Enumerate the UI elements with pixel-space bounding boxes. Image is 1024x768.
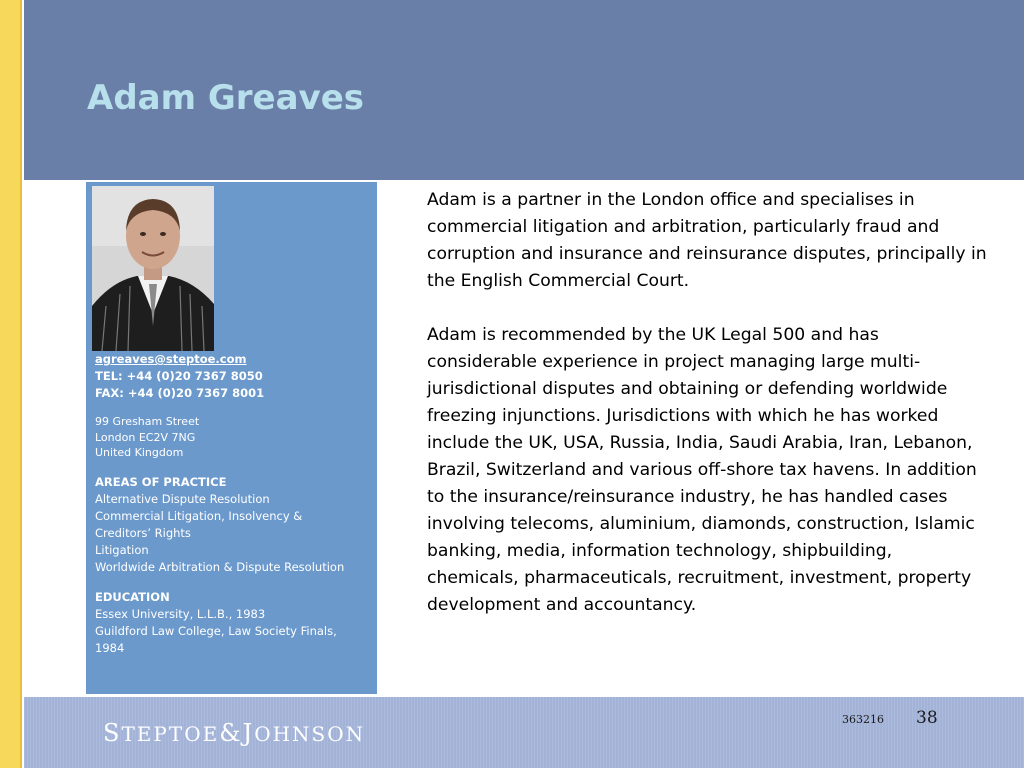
email-link[interactable]: agreaves@steptoe.com — [95, 352, 247, 366]
address-line: 99 Gresham Street — [95, 415, 200, 428]
fax-number: FAX: +44 (0)20 7367 8001 — [95, 386, 265, 400]
practice-item: Creditors’ Rights — [95, 525, 191, 540]
page-number: 38 — [916, 708, 938, 728]
address-line: United Kingdom — [95, 446, 184, 459]
practice-item: Litigation — [95, 542, 149, 557]
document-reference: 363216 — [842, 713, 884, 726]
practice-item: Alternative Dispute Resolution — [95, 491, 270, 506]
page-title: Adam Greaves — [87, 78, 364, 118]
left-accent-bar — [0, 0, 22, 768]
portrait-image — [92, 186, 214, 351]
practice-section — [95, 474, 373, 576]
tel-number: TEL: +44 (0)20 7367 8050 — [95, 369, 263, 383]
education-heading: EDUCATION — [95, 589, 170, 604]
address-block — [95, 414, 373, 461]
company-logo: STEPTOE&JOHNSON — [103, 719, 366, 747]
bio-paragraph: Adam is a partner in the London office and specialises in commercial litigation and arbitration, particularly fraud and corruption and insurance and reinsurance disputes, principally in the English Commercial Court. — [427, 190, 987, 291]
education-section — [95, 589, 373, 657]
education-item: 1984 — [95, 640, 125, 655]
education-item: Essex University, L.L.B., 1983 — [95, 606, 266, 621]
practice-item: Commercial Litigation, Insolvency & — [95, 508, 303, 523]
education-item: Guildford Law College, Law Society Finals, — [95, 623, 337, 638]
bio-paragraph: Adam is recommended by the UK Legal 500 and has considerable experience in project managing large multi-jurisdictional disputes and obtaining or defending worldwide freezing injunctions. Jurisdictions with which he has worked include the UK, USA, Russia, India, Saudi Arabia, Iran, Lebanon, Brazil, Switzerland and various off-shore tax havens. In addition to the insurance/reinsurance industry, he has handled cases involving telecoms, aluminium, diamonds, construction, Islamic banking, media, information technology, shipbuilding, chemicals, pharmaceuticals, recruitment, investment, property development and accountancy. — [427, 325, 977, 615]
practice-item: Worldwide Arbitration & Dispute Resolution — [95, 559, 345, 574]
practice-heading: AREAS OF PRACTICE — [95, 474, 227, 489]
profile-photo — [92, 186, 214, 351]
profile-sidebar — [86, 182, 377, 694]
address-line: London EC2V 7NG — [95, 430, 196, 444]
bio-text — [427, 187, 987, 646]
